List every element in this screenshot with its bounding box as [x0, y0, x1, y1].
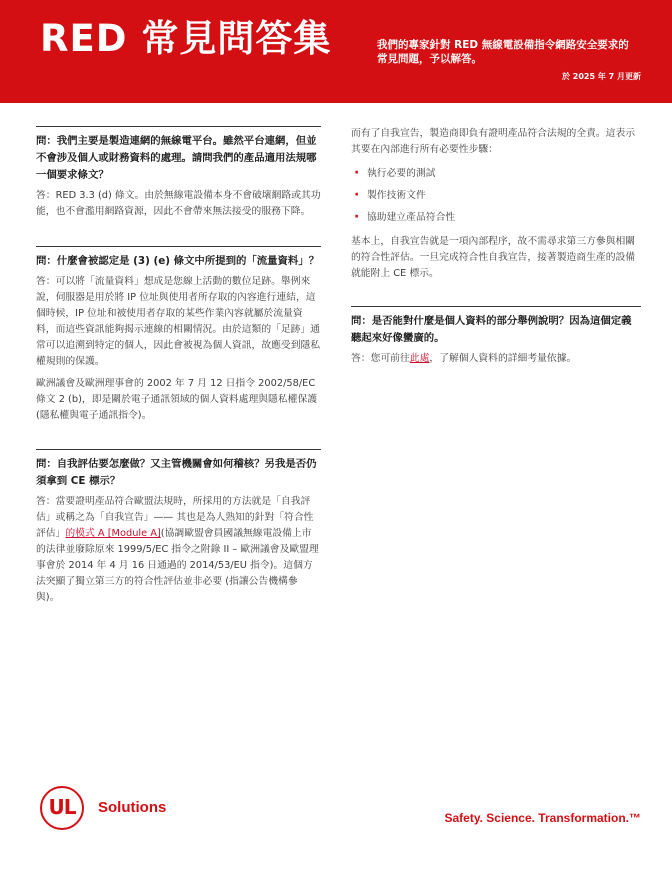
right-column	[351, 126, 641, 373]
answer-2-reference: 歐洲議會及歐洲理事會的 2002 年 7 月 12 日指令 2002/58/EC 條文 2 (b)，即是關於電子通訊領域的個人資料處理與隱私權保護 (隱私權與電子通訊指令)。	[36, 378, 318, 421]
header-banner	[0, 0, 672, 103]
tagline: Safety. Science. Transformation.™	[444, 811, 641, 825]
faq-item-2	[36, 246, 321, 424]
answer-3-continued: 而有了自我宣告，製造商即負有證明產品符合法規的全責。這表示其要在內部進行所有必要性步驟：	[351, 128, 636, 155]
answer-3-text-post: (協調歐盟會員國議無線電設備上市的法律並廢除原來 1999/5/EC 指令之附錄 II – 歐洲議會及歐盟理事會於 2014 年 4 月 16 日通過的 2014/53/EU 指令)。這個方法突顯了獨立第三方的符合性評估並非必要 (指讓公告機構參與)。	[36, 528, 319, 603]
answer-3-summary: 基本上，自我宣告就是一項內部程序，故不需尋求第三方參與相關的符合性評估。一旦完成符合性自我宣告，接著製造商生產的設備就能附上 CE 標示。	[351, 236, 636, 279]
answer-4	[351, 351, 641, 367]
page-subtitle: 我們的專家針對 RED 無線電設備指令網路安全要求的常見問題，予以解答。	[377, 39, 629, 65]
answer-3	[36, 494, 321, 606]
module-a-link[interactable]: 的模式 A [Module A]	[65, 528, 161, 539]
question-2: 問：什麼會被認定是 (3) (e) 條文中所提到的「流量資料」？	[36, 246, 321, 270]
list-item: · 協助建立產品符合性	[351, 210, 641, 226]
answer-4-text-post: ，了解個人資料的詳細考量依據。	[429, 353, 577, 364]
list-item: · 製作技術文件	[351, 188, 641, 204]
here-link[interactable]: 此處	[409, 353, 430, 364]
left-column	[36, 126, 321, 612]
updated-date: 於 2025 年 7 月更新	[562, 72, 641, 81]
answer-4-text-pre: 答：您可前往	[351, 353, 410, 364]
faq-item-3	[36, 449, 321, 606]
faq-item-4	[351, 306, 641, 367]
ul-logo-icon: UL	[40, 786, 84, 830]
answer-2: 答：可以將「流量資料」想成是您線上活動的數位足跡。舉例來說，伺服器是用於將 IP 位址與使用者所存取的內容進行連結，這個時候，IP 位址和被使用者存取的某些作業內容就屬於流量資料，而這些資訊能夠揭示連線的相關情況。由於這類的「足跡」通常可以追溯到特定的個人，因此會被視為個人資訊，故應受到隱私權規則的保護。	[36, 276, 321, 367]
ul-solutions-logo	[40, 786, 190, 836]
question-4: 問：是否能對什麼是個人資料的部分舉例說明？因為這個定義聽起來好像蠻廣的。	[351, 306, 641, 347]
steps-list	[351, 166, 641, 226]
logo-text: Solutions	[98, 799, 167, 816]
answer-1: 答：RED 3.3 (d) 條文。由於無線電設備本身不會破壞網路或其功能，也不會濫用網路資源，因此不會帶來無法接受的服務下降。	[36, 190, 321, 217]
question-3: 問：自我評估要怎麼做？又主管機關會如何稽核？另我是否仍須拿到 CE 標示？	[36, 449, 321, 490]
question-1: 問：我們主要是製造連網的無線電平台。雖然平台連網，但並不會涉及個人或財務資料的處理。請問我們的產品適用法規哪一個要求條文？	[36, 126, 321, 184]
page-title: RED 常見問答集	[40, 17, 332, 60]
faq-item-1	[36, 126, 321, 220]
answer-3-text-pre: 答：當要證明產品符合歐盟法規時，所採用的方法就是「自我評估」或稱之為「自我宣告」—— 其也是為人熟知的針對「符合性評估」	[36, 496, 314, 539]
list-item: · 執行必要的測試	[351, 166, 641, 182]
